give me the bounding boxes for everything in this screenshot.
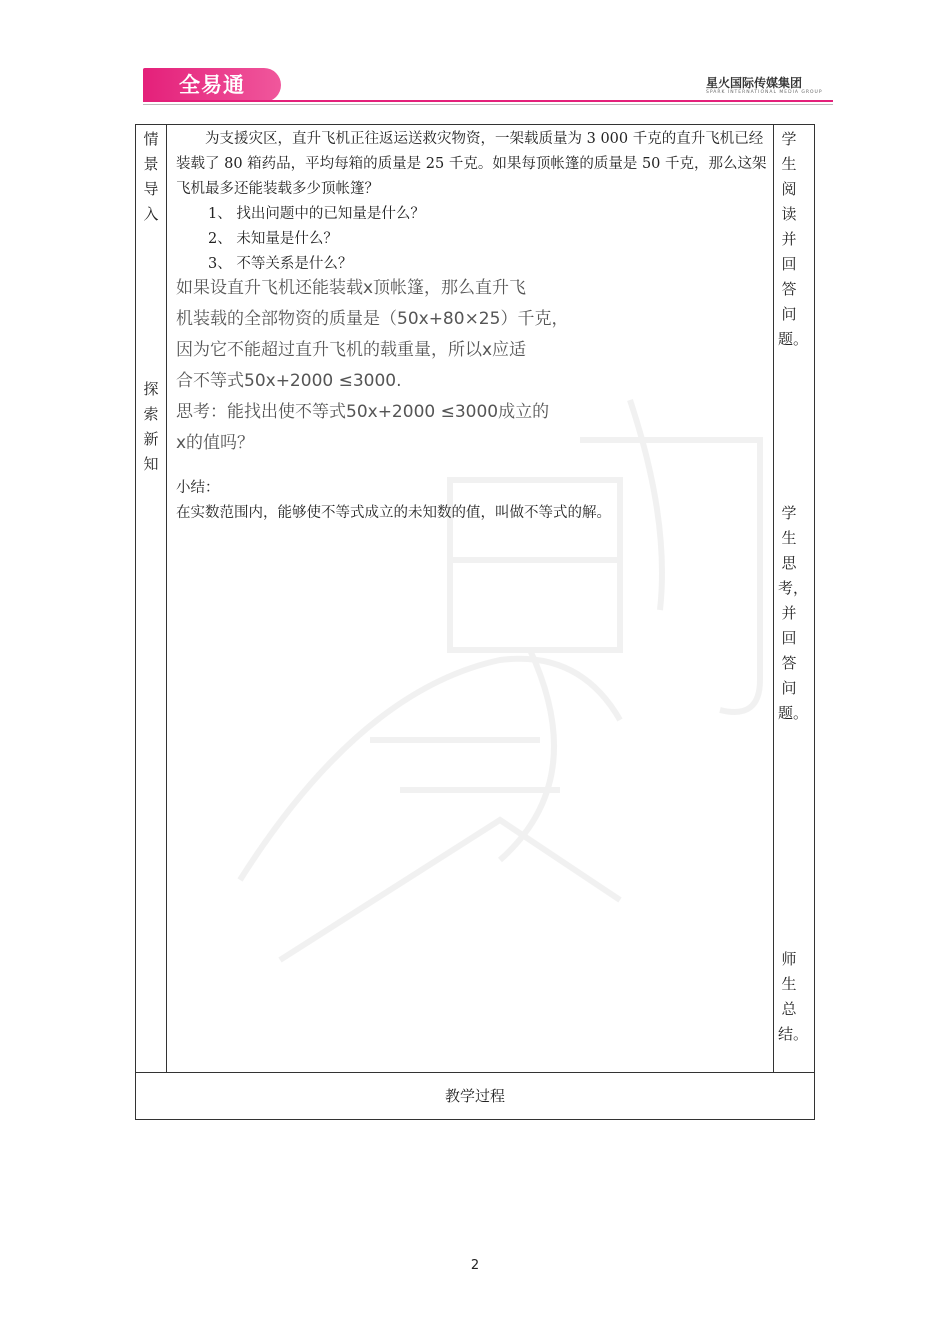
think-question-line-1: 思考：能找出使不等式50x+2000 ≤3000成立的 bbox=[176, 402, 550, 422]
student-activity-note-3: 师生总结。 bbox=[778, 950, 809, 1043]
explanation-line-1: 如果设直升飞机还能装载x顶帐篷，那么直升飞 bbox=[176, 278, 527, 298]
explanation-line-3: 因为它不能超过直升飞机的载重量，所以x应适 bbox=[176, 340, 527, 360]
think-question-line-2: x的值吗？ bbox=[176, 433, 255, 453]
teaching-process-heading: 教学过程 bbox=[444, 1087, 505, 1105]
student-activity-note-2: 学生思考，并回答问题。 bbox=[778, 504, 809, 722]
student-activity-note-1: 学生阅读并回答问题。 bbox=[778, 130, 809, 348]
header-rule-thin bbox=[143, 104, 833, 105]
page-number: 2 bbox=[470, 1258, 480, 1273]
question-3: 3、 不等关系是什么？ bbox=[208, 256, 353, 272]
brand-logo: 全易通 bbox=[143, 68, 281, 102]
company-name: 星火国际传媒集团 bbox=[706, 76, 803, 90]
header-rule bbox=[143, 100, 833, 102]
lesson-table bbox=[135, 124, 815, 1120]
col-divider-left bbox=[166, 125, 167, 1073]
question-2: 2、 未知量是什么？ bbox=[208, 231, 338, 247]
section-label-explore: 探索新知 bbox=[143, 380, 159, 473]
company-name-en: SPARK INTERNATIONAL MEDIA GROUP bbox=[706, 90, 823, 95]
summary-text: 在实数范围内，能够使不等式成立的未知数的值，叫做不等式的解。 bbox=[176, 505, 611, 521]
intro-paragraph: 为支援灾区，直升飞机正往返运送救灾物资，一架载质量为 3 000 千克的直升飞机已经装载了 80 箱药品，平均每箱的质量是 25 千克。如果每顶帐篷的质量是 50 千克，那么这架飞机最多还能装载多少顶帐篷？ bbox=[176, 131, 767, 197]
question-1: 1、 找出问题中的已知量是什么？ bbox=[208, 206, 425, 222]
summary-label: 小结： bbox=[176, 480, 220, 496]
inequality-line: 合不等式50x+2000 ≤3000. bbox=[176, 371, 402, 391]
section-label-intro: 情景导入 bbox=[143, 130, 159, 223]
explanation-line-2: 机装载的全部物资的质量是（50x+80×25）千克， bbox=[176, 309, 569, 329]
